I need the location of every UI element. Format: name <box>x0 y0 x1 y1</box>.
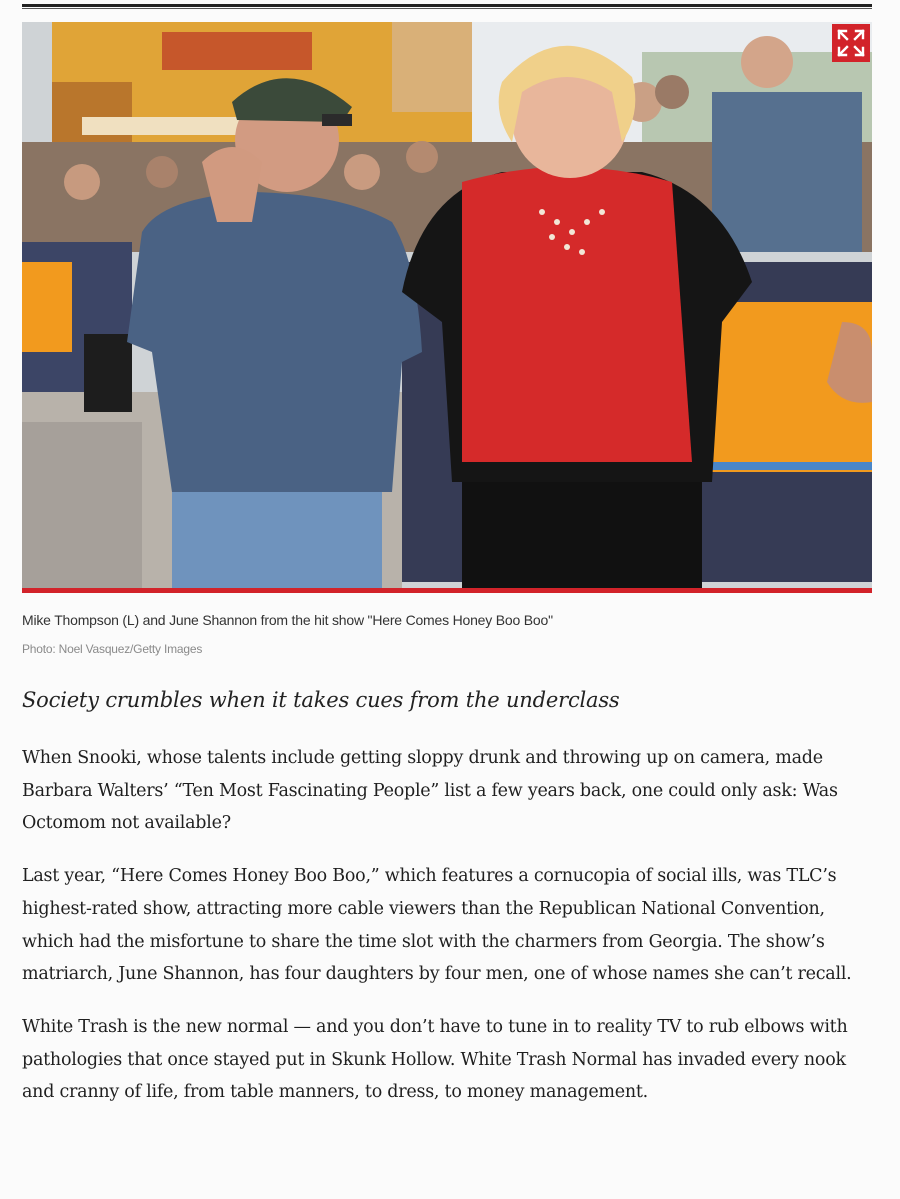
paragraph: When Snooki, whose talents include getting sloppy drunk and throwing up on camera, made Barbara Walters’ “Ten Most Fascinating People” list a few years back, one could only ask: Was Octomom not available? <box>22 748 838 834</box>
article-subhead: Society crumbles when it takes cues from the underclass <box>22 688 620 712</box>
photo-accent-bar <box>22 588 872 593</box>
expand-arrows-icon <box>832 24 870 62</box>
paragraph: White Trash is the new normal — and you don’t have to tune in to reality TV to rub elbows with pathologies that once stayed put in Skunk Hollow. White Trash Normal has invaded every nook and cranny of life, from table manners, to dress, to money management. <box>22 1016 848 1103</box>
article-body <box>22 742 874 1129</box>
paragraph: Last year, “Here Comes Honey Boo Boo,” which features a cornucopia of social ills, was TLC’s highest-rated show, attracting more cable viewers than the Republican National Convention, which had the misfortune to share the time slot with the charmers from Georgia. The show’s matriarch, June Shannon, has four daughters by four men, one of whose names she can’t recall. <box>22 866 852 985</box>
photo-credit: Photo: Noel Vasquez/Getty Images <box>22 642 203 656</box>
photo-illustration <box>22 22 872 588</box>
article-photo[interactable] <box>22 22 872 588</box>
top-divider-thin <box>22 8 872 9</box>
photo-caption: Mike Thompson (L) and June Shannon from the hit show "Here Comes Honey Boo Boo" <box>22 612 553 628</box>
top-divider <box>22 4 872 7</box>
expand-photo-button[interactable] <box>832 24 870 62</box>
